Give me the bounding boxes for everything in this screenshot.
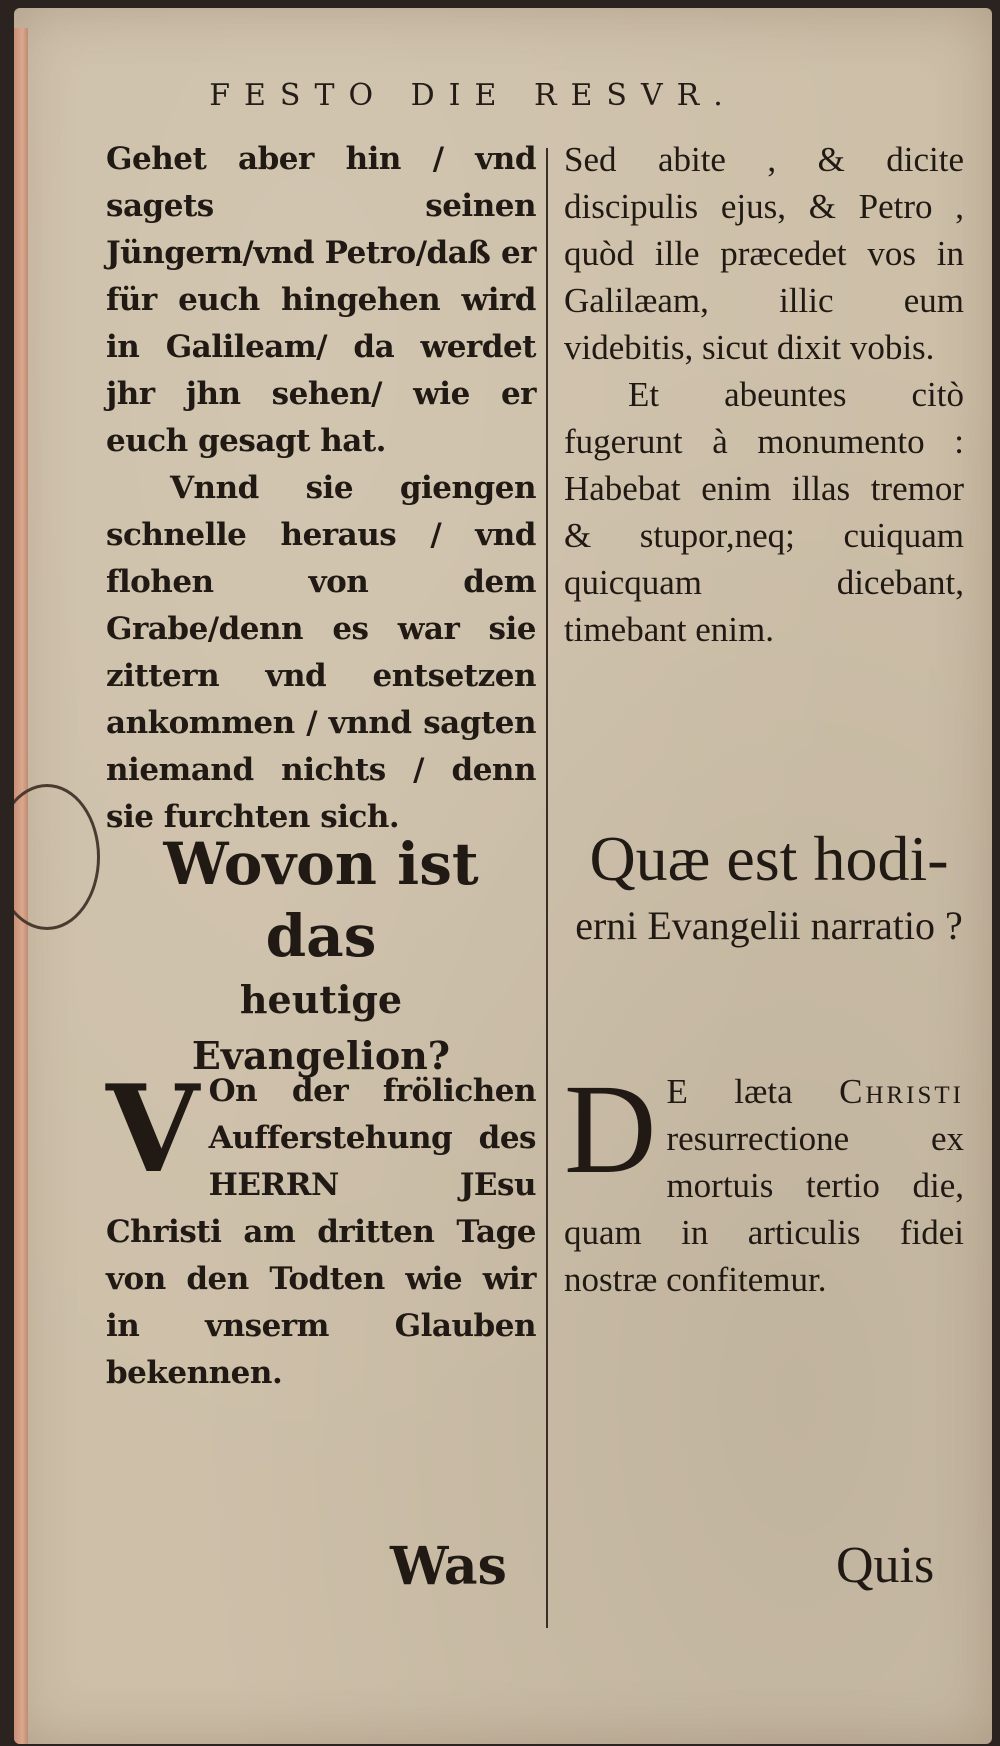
book-page	[14, 8, 992, 1744]
latin-dropcap: D	[564, 1058, 657, 1200]
latin-paragraph-1: Sed abite , & dicite discipulis ejus, & Petro , quòd ille præcedet vos in Galilæam, illic eum videbitis, sicut dixit vobis.	[564, 140, 964, 367]
latin-heading-line-2: erni Evangelii narratio ?	[575, 903, 963, 948]
latin-name-christi: Christi	[839, 1072, 964, 1111]
latin-question-heading	[564, 820, 974, 954]
german-heading-line-1: Wovon ist das	[163, 830, 479, 970]
latin-paragraph-3	[564, 1058, 964, 1303]
german-column-upper	[106, 136, 536, 841]
latin-paragraph-3-lead: E læta	[666, 1072, 840, 1111]
latin-column-lower	[564, 1058, 964, 1303]
running-head: FESTO DIE RESVR.	[209, 78, 737, 113]
thumb-tab	[14, 784, 100, 930]
german-dropcap: V	[106, 1059, 199, 1200]
latin-paragraph-3-rest: resurrectione ex mortuis tertio die, quam in articulis fidei nostræ confitemur.	[564, 1119, 964, 1299]
column-divider	[546, 148, 548, 1628]
german-catchword: Was	[390, 1536, 507, 1597]
german-paragraph-1: Gehet aber hin / vnd sagets seinen Jüngern/vnd Petro/daß er für euch hingehen wird in Galileam/ da werdet jhr jhn sehen/ wie er euch gesagt hat.	[106, 141, 536, 459]
german-paragraph-2: Vnnd sie giengen schnelle heraus / vnd flohen von dem Grabe/denn es war sie zittern vnd entsetzen ankommen / vnnd sagten niemand nichts / denn sie furchten sich.	[106, 470, 536, 835]
german-column-lower	[106, 1059, 536, 1397]
german-paragraph-3-text: On der frölichen Aufferstehung des HERRN JEsu Christi am dritten Tage von den Todten wie wir in vnserm Glauben bekennen.	[106, 1073, 536, 1391]
latin-column-upper	[564, 136, 964, 653]
german-paragraph-3	[106, 1059, 536, 1397]
german-heading-line-2: heutige Evangelion?	[191, 977, 451, 1078]
latin-paragraph-2: Et abeuntes citò fugerunt à monumento : Habebat enim illas tremor & stupor,neq; cuiquam quicquam dicebant, timebant enim.	[564, 375, 964, 649]
latin-heading-line-1: Quæ est hodi-	[589, 823, 949, 894]
latin-catchword: Quis	[836, 1537, 935, 1594]
german-question-heading	[106, 828, 536, 1084]
